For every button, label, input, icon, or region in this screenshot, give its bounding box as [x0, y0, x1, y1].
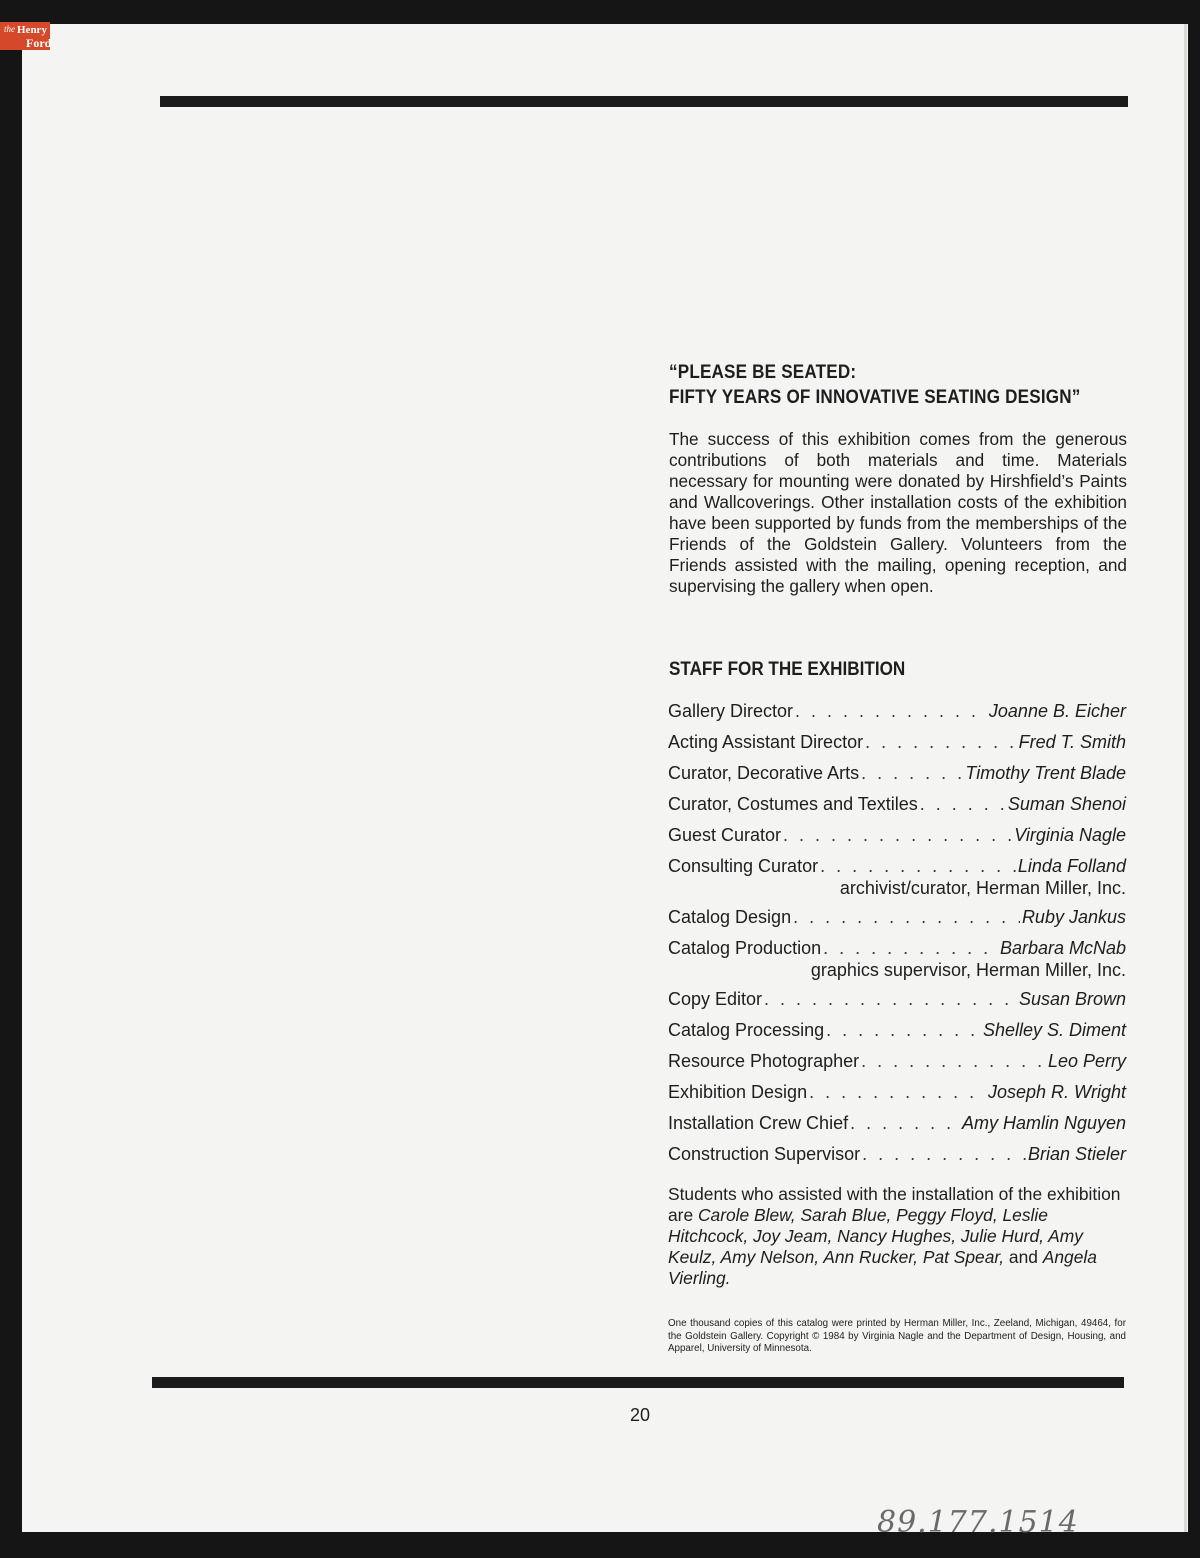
staff-row — [668, 793, 1126, 816]
staff-name: Amy Hamlin Nguyen — [961, 1113, 1126, 1133]
staff-name: Virginia Nagle — [1014, 825, 1126, 845]
staff-line — [668, 1050, 1126, 1073]
staff-row — [668, 824, 1126, 847]
dot-leader — [795, 700, 987, 723]
staff-row — [668, 855, 1126, 898]
staff-name: Shelley S. Diment — [982, 1020, 1126, 1040]
students-names: Carole Blew, Sarah Blue, Peggy Floyd, Leslie Hitchcock, Joy Jeam, Nancy Hughes, Julie Hurd, Amy Keulz, Amy Nelson, Ann Rucker, Pat Spear, — [668, 1205, 1083, 1267]
staff-role: Exhibition Design — [668, 1082, 808, 1102]
staff-name: Fred T. Smith — [1018, 732, 1126, 752]
staff-line — [668, 731, 1126, 754]
staff-role: Consulting Curator — [668, 856, 819, 876]
staff-affiliation: graphics supervisor, Herman Miller, Inc. — [810, 960, 1126, 980]
staff-name: Joanne B. Eicher — [988, 701, 1126, 721]
staff-line — [668, 700, 1126, 723]
staff-row — [668, 731, 1126, 754]
staff-row — [668, 1143, 1126, 1166]
exhibition-title-line2: FIFTY YEARS OF INNOVATIVE SEATING DESIGN” — [669, 387, 1081, 408]
staff-line — [668, 1019, 1126, 1042]
dot-leader — [783, 824, 1012, 847]
dot-leader — [920, 793, 1006, 816]
staff-role: Guest Curator — [668, 825, 782, 845]
staff-row — [668, 906, 1126, 929]
dot-leader — [823, 937, 998, 960]
dot-leader — [861, 1050, 1046, 1073]
handwritten-accession-number: 89.177.1514 — [877, 1505, 1079, 1540]
henry-ford-logo — [0, 22, 50, 50]
staff-list — [668, 700, 1126, 1174]
staff-role: Catalog Processing — [668, 1020, 825, 1040]
staff-heading: STAFF FOR THE EXHIBITION — [669, 659, 906, 680]
staff-name: Joseph R. Wright — [987, 1082, 1126, 1102]
staff-row — [668, 988, 1126, 1011]
staff-role: Acting Assistant Director — [668, 732, 864, 752]
staff-row — [668, 700, 1126, 723]
dot-leader — [865, 731, 1017, 754]
students-last-name: Angela Vierling. — [668, 1247, 1097, 1288]
dot-leader — [793, 906, 1020, 929]
staff-row — [668, 1019, 1126, 1042]
staff-row — [668, 1112, 1126, 1135]
logo-henry: Henry — [17, 24, 47, 36]
staff-role: Catalog Production — [668, 938, 822, 958]
staff-row — [668, 937, 1126, 980]
staff-line — [668, 937, 1126, 960]
students-lead: Students who assisted with the installation of the exhibition are — [668, 1184, 1121, 1225]
top-rule — [160, 96, 1128, 107]
staff-name: Linda Folland — [1017, 856, 1126, 876]
page-number: 20 — [629, 1405, 651, 1425]
staff-line — [668, 824, 1126, 847]
staff-line — [668, 762, 1126, 785]
students-and: and — [1008, 1247, 1038, 1267]
staff-line — [668, 906, 1126, 929]
students-paragraph — [668, 1184, 1126, 1289]
staff-name: Timothy Trent Blade — [965, 763, 1126, 783]
logo-ford: Ford — [26, 36, 52, 50]
exhibition-title-line1: “PLEASE BE SEATED: — [669, 362, 857, 383]
dot-leader — [826, 1019, 981, 1042]
intro-paragraph: The success of this exhibition comes from the generous contributions of both materials and time. Materials necessary for mounting were donated by Hirshfield’s Paints and Wallcoverings. Other installation costs of the exhibition have been supported by funds from the memberships of the Friends of the Goldstein Gallery. Volunteers from the Friends assisted with the mailing, opening reception, and supervising the gallery when open. — [669, 429, 1127, 596]
staff-line — [668, 793, 1126, 816]
staff-name: Ruby Jankus — [1021, 907, 1126, 927]
staff-role: Copy Editor — [668, 989, 763, 1009]
staff-name: Barbara McNab — [999, 938, 1126, 958]
dot-leader — [850, 1112, 960, 1135]
staff-row — [668, 1081, 1126, 1104]
staff-row — [668, 1050, 1126, 1073]
dot-leader — [862, 1143, 1026, 1166]
staff-row — [668, 762, 1126, 785]
staff-role: Installation Crew Chief — [668, 1113, 849, 1133]
staff-role: Curator, Costumes and Textiles — [668, 794, 918, 814]
dot-leader — [861, 762, 963, 785]
staff-line — [668, 988, 1126, 1011]
staff-role: Catalog Design — [668, 907, 792, 927]
dot-leader — [820, 855, 1016, 878]
staff-role: Gallery Director — [668, 701, 794, 721]
staff-line — [668, 855, 1126, 878]
staff-role: Curator, Decorative Arts — [668, 763, 860, 783]
staff-name: Leo Perry — [1047, 1051, 1126, 1071]
staff-role: Construction Supervisor — [668, 1144, 861, 1164]
staff-name: Susan Brown — [1018, 989, 1126, 1009]
staff-name: Brian Stieler — [1027, 1144, 1126, 1164]
exhibition-title — [669, 360, 1081, 410]
logo-the: the — [4, 24, 15, 34]
staff-affiliation: archivist/curator, Herman Miller, Inc. — [839, 878, 1126, 898]
staff-line — [668, 1081, 1126, 1104]
dot-leader — [764, 988, 1017, 1011]
bottom-rule — [152, 1377, 1124, 1388]
page-edge — [1184, 24, 1187, 1532]
staff-line — [668, 1143, 1126, 1166]
staff-line — [668, 1112, 1126, 1135]
staff-role: Resource Photographer — [668, 1051, 860, 1071]
staff-name: Suman Shenoi — [1007, 794, 1126, 814]
dot-leader — [809, 1081, 986, 1104]
colophon: One thousand copies of this catalog were printed by Herman Miller, Inc., Zeeland, Michigan, 49464, for the Goldstein Gallery. Copyright © 1984 by Virginia Nagle and the Department of Design, Housing, and Apparel, University of Minnesota. — [668, 1318, 1126, 1354]
